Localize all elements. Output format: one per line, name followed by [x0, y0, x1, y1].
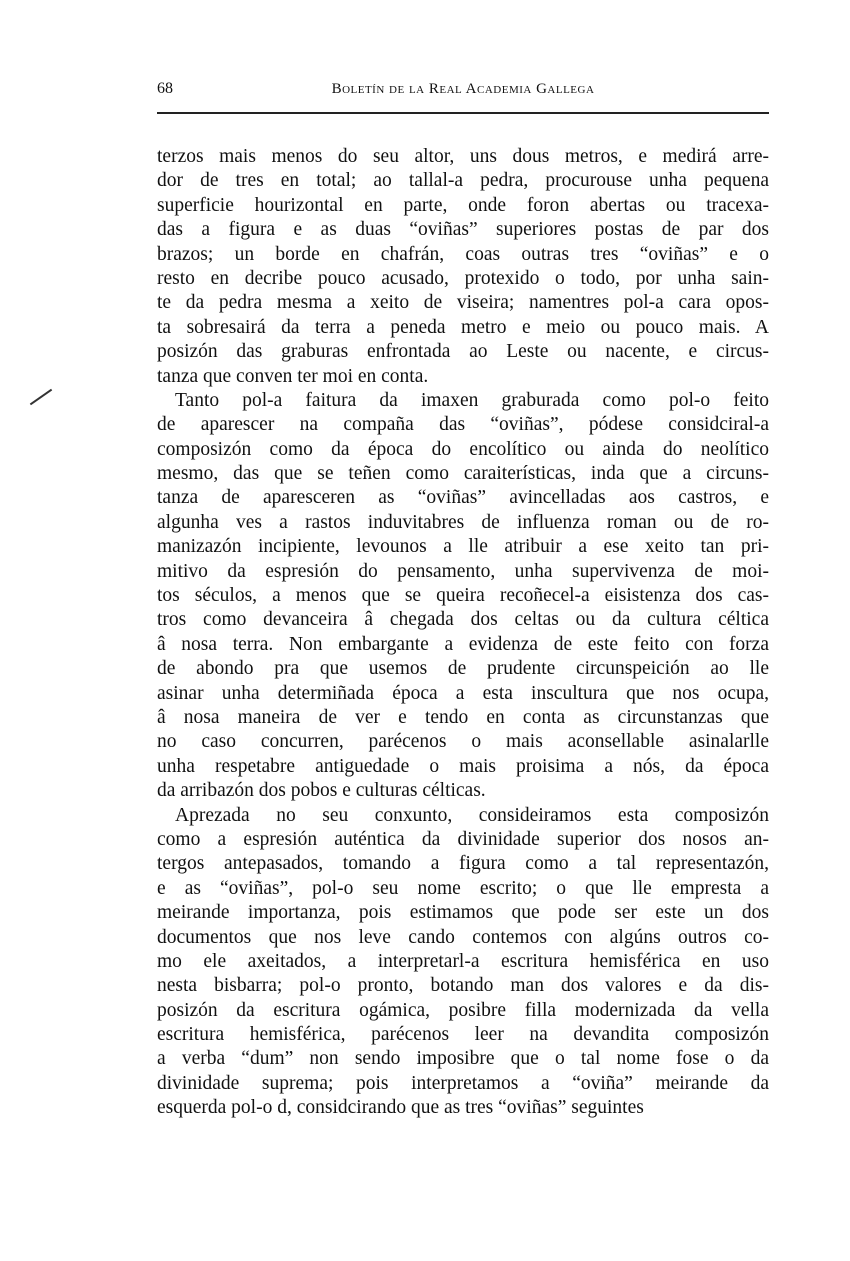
body-text: [157, 145, 769, 1121]
text-line: Aprezada no seu conxunto, consideiramos esta composizón: [175, 804, 769, 826]
text-line: tros como devanceira â chegada dos celtas ou da cultura céltica: [157, 609, 769, 631]
text-line: tos séculos, a menos que se queira recoñecel-a eisistenza dos cas-: [157, 585, 769, 607]
text-line: ta sobresairá da terra a peneda metro e meio ou pouco mais. A: [157, 316, 769, 338]
text-line: mo ele axeitados, a interpretarl-a escritura hemisférica en uso: [157, 950, 769, 972]
text-line: documentos que nos leve cando contemos con algúns outros co-: [157, 926, 769, 948]
header-rule: [157, 112, 769, 114]
text-line: tanza de aparesceren as “oviñas” avincelladas aos castros, e: [157, 487, 769, 509]
text-line: nesta bisbarra; pol-o pronto, botando man dos valores e da dis-: [157, 975, 769, 997]
running-title: Boletín de la Real Academia Gallega: [331, 81, 595, 97]
text-line: asinar unha determiñada época a esta inscultura que nos ocupa,: [157, 682, 769, 704]
text-line: â nosa maneira de ver e tendo en conta as circunstanzas que: [157, 706, 769, 728]
text-line: e as “oviñas”, pol-o seu nome escrito; o que lle empresta a: [157, 877, 769, 899]
text-line: terzos mais menos do seu altor, uns dous metros, e medirá arre-: [157, 146, 769, 167]
text-line: meirande importanza, pois estimamos que pode ser este un dos: [157, 902, 769, 924]
text-line: resto en decribe pouco acusado, protexido o todo, por unha sain-: [157, 267, 769, 289]
text-line: posizón das graburas enfrontada ao Leste ou nacente, e circus-: [157, 341, 769, 363]
margin-pen-mark: [30, 389, 52, 406]
text-line: como a espresión auténtica da divinidade superior dos nosos an-: [157, 828, 769, 850]
text-line: de abondo pra que usemos de prudente circunspeición ao lle: [157, 658, 769, 680]
text-line: tanza que conven ter moi en conta.: [157, 365, 429, 387]
page-number: 68: [157, 80, 173, 97]
text-line: de aparescer na compaña das “oviñas”, pódese considciral-a: [157, 414, 769, 436]
text-line: mesmo, das que se teñen como caraiterísticas, inda que a circuns-: [157, 463, 769, 485]
text-line: manizazón incipiente, levounos a lle atribuir a ese xeito tan pri-: [157, 536, 769, 558]
text-line: esquerda pol-o d, considcirando que as tres “oviñas” seguintes: [157, 1097, 644, 1119]
text-line: superficie hourizontal en parte, onde foron abertas ou tracexa-: [157, 194, 769, 216]
running-header: [157, 80, 769, 104]
text-line: dor de tres en total; ao tallal-a pedra, procurouse unha pequena: [157, 170, 769, 192]
text-line: escritura hemisférica, parécenos leer na devandita composizón: [157, 1024, 769, 1046]
text-line: posizón da escritura ogámica, posibre filla modernizada da vella: [157, 999, 769, 1021]
text-line: unha respetabre antiguedade o mais proisima a nós, da época: [157, 755, 769, 777]
paragraph: [157, 804, 769, 1121]
text-line: da arribazón dos pobos e culturas célticas.: [157, 780, 486, 802]
text-line: tergos antepasados, tomando a figura como a tal representazón,: [157, 853, 769, 875]
text-line: Tanto pol-a faitura da imaxen graburada como pol-o feito: [175, 389, 769, 411]
text-line: no caso concurren, parécenos o mais aconsellable asinalarlle: [157, 731, 769, 753]
text-line: â nosa terra. Non embargante a evidenza de este feito con forza: [157, 633, 769, 655]
text-line: algunha ves a rastos induvitabres de influenza roman ou de ro-: [157, 511, 769, 533]
text-line: das a figura e as duas “oviñas” superiores postas de par dos: [157, 219, 769, 241]
text-line: divinidade suprema; pois interpretamos a “oviña” meirande da: [157, 1072, 769, 1094]
text-line: brazos; un borde en chafrán, coas outras tres “oviñas” e o: [157, 243, 769, 265]
text-line: a verba “dum” non sendo imposibre que o tal nome fose o da: [157, 1048, 769, 1070]
text-line: mitivo da espresión do pensamento, unha supervivenza de moi-: [157, 560, 769, 582]
text-line: te da pedra mesma a xeito de viseira; namentres pol-a cara opos-: [157, 292, 769, 314]
paragraph: [157, 145, 769, 389]
text-line: composizón como da época do encolítico ou ainda do neolítico: [157, 438, 769, 460]
paragraph: [157, 389, 769, 804]
